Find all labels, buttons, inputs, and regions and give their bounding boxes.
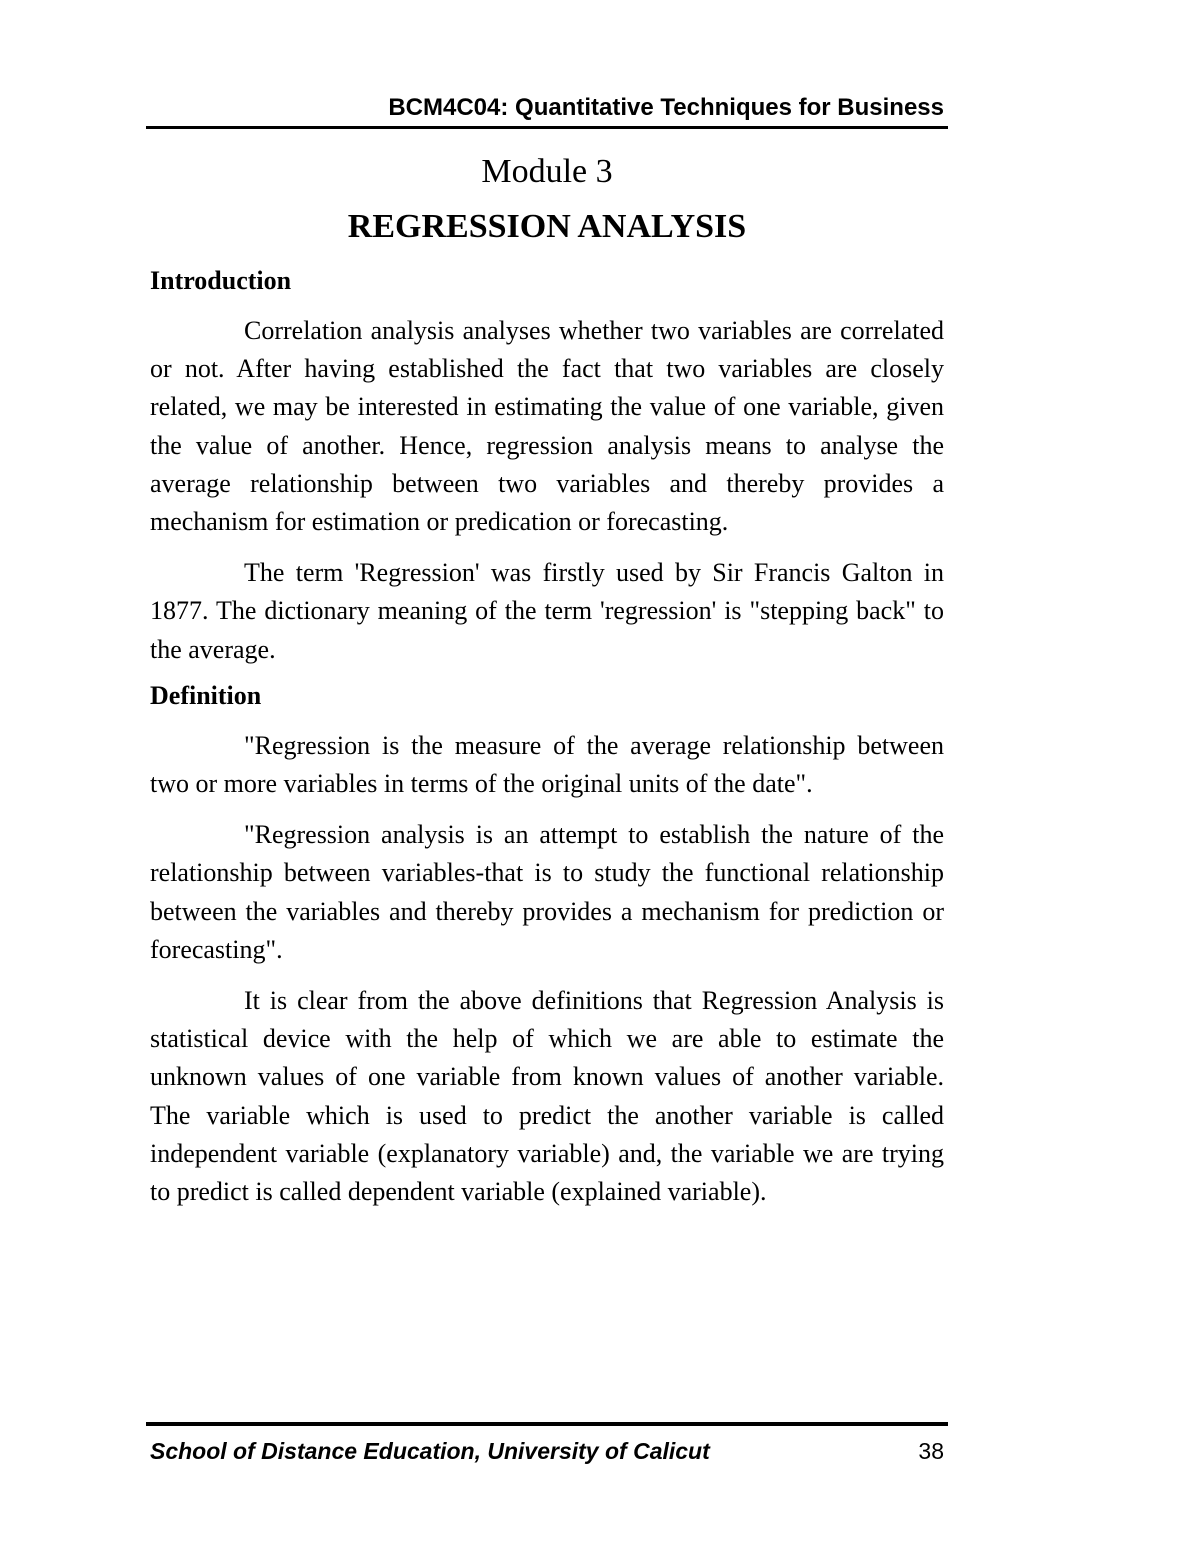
page-footer bbox=[150, 1434, 944, 1468]
paragraph: "Regression is the measure of the average relationship between two or more variables in terms of the original units of the date". bbox=[150, 730, 944, 799]
chapter-title: REGRESSION ANALYSIS bbox=[347, 208, 747, 245]
footer-school-name: School of Distance Education, University of Calicut bbox=[150, 1438, 710, 1464]
paragraph: The term 'Regression' was firstly used by Sir Francis Galton in 1877. The dictionary meaning of the term 'regression' is "stepping back" to the average. bbox=[150, 558, 944, 664]
body-content bbox=[150, 262, 944, 1211]
page-number: 38 bbox=[918, 1438, 944, 1464]
section-heading-introduction: Introduction bbox=[150, 266, 292, 295]
module-label: Module 3 bbox=[481, 153, 613, 190]
section-heading-definition: Definition bbox=[150, 680, 262, 710]
running-header-title: BCM4C04: Quantitative Techniques for Business bbox=[388, 94, 944, 121]
paragraph: "Regression analysis is an attempt to establish the nature of the relationship between variables-that is to study the functional relationship between the variables and thereby provides a mechanism for prediction or forecasting". bbox=[150, 820, 944, 964]
footer-divider bbox=[146, 1422, 948, 1426]
paragraph: Correlation analysis analyses whether two variables are correlated or not. After having established the fact that two variables are closely related, we may be interested in estimating the value of one variable, given the value of another. Hence, regression analysis means to analyse the average relationship between two variables and thereby provides a mechanism for estimation or predication or forecasting. bbox=[150, 316, 944, 537]
header-divider bbox=[146, 126, 948, 129]
paragraph: It is clear from the above definitions that Regression Analysis is statistical device with the help of which we are able to estimate the unknown values of one variable from known values of another variable. The variable which is used to predict the another variable is called independent variable (explanatory variable) and, the variable we are trying to predict is called dependent variable (explained variable). bbox=[150, 986, 944, 1207]
